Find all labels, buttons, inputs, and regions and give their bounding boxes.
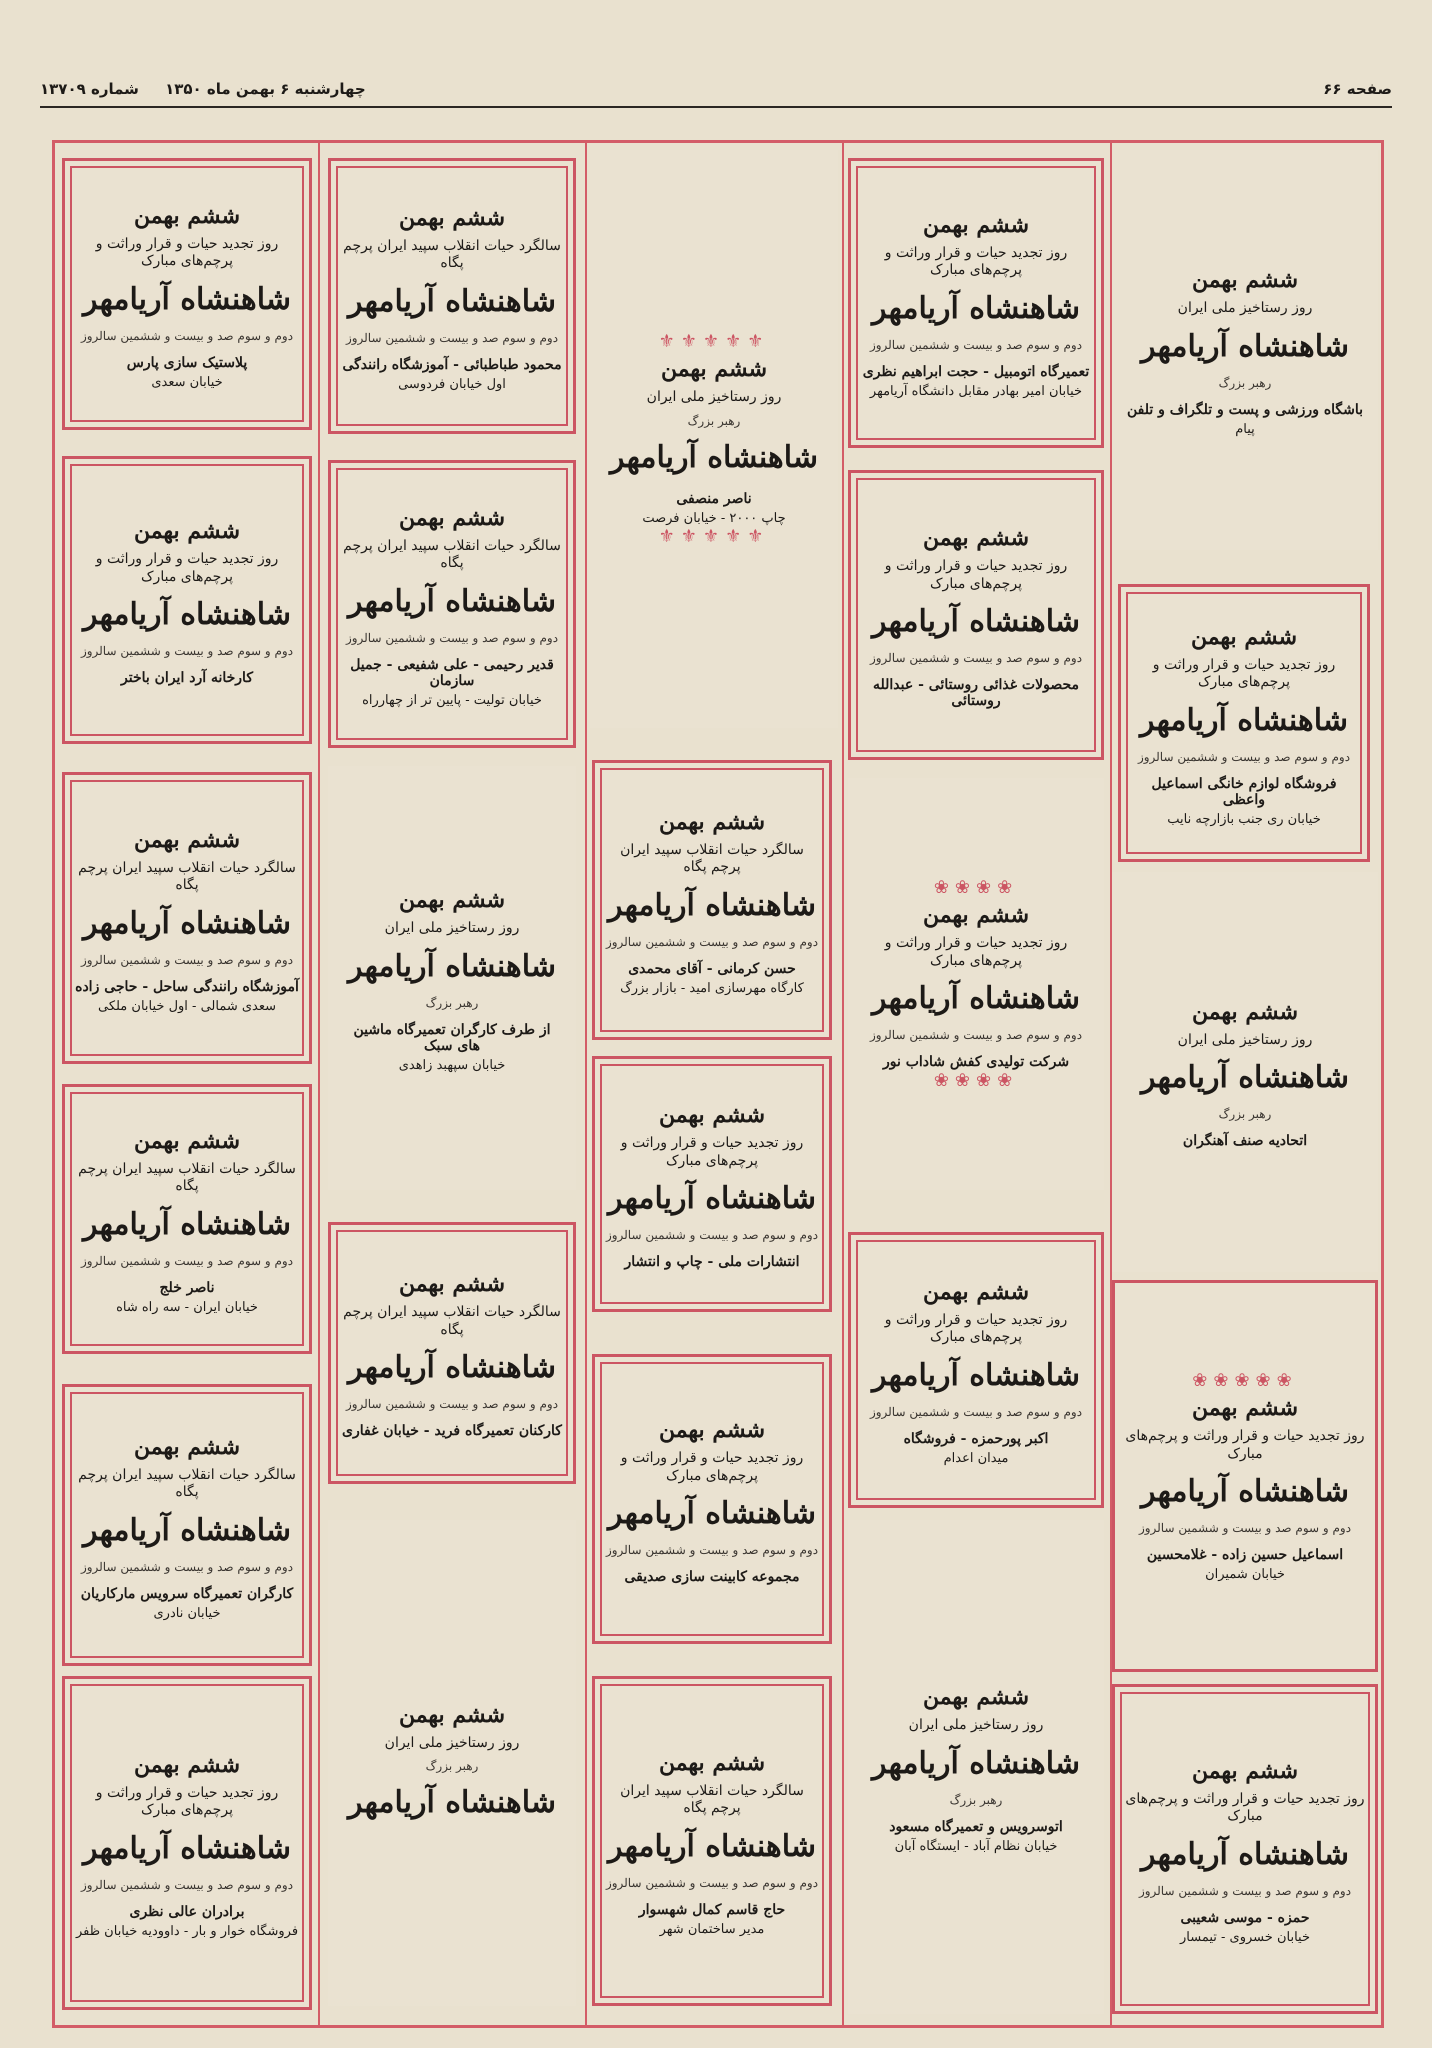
ad-sponsor: کارکنان تعمیرگاه فرید - خیابان غفاری [342,1423,562,1439]
ad-line: روز تجدید حیات و قرار وراثت و پرچم‌های مبارک [1125,1428,1365,1462]
ad-address: سعدی شمالی - اول خیابان ملکی [97,998,277,1014]
ad-title: ششم بهمن [922,902,1030,928]
ad-block [328,1222,576,1484]
ad-title: ششم بهمن [922,211,1030,238]
ornament-icon: ❀❀❀❀ [933,1070,1019,1091]
ad-address: مدیر ساختمان شهر [659,1921,765,1937]
ad-title: ششم بهمن [1191,1395,1299,1421]
ad-block [62,158,312,430]
ad-headline: شاهنشاه آریامهر [1141,1060,1349,1096]
ad-block [62,1676,312,2010]
ad-line: سالگرد حیات انقلاب سپید ایران پرچم پگاه [343,537,561,571]
ad-sponsor: کارخانه آرد ایران باختر [121,670,253,686]
page-header [40,72,1392,108]
ad-sponsor: اسماعیل حسین زاده - غلامحسین [1146,1547,1344,1563]
ad-title: ششم بهمن [658,1417,766,1443]
ad-block [62,772,312,1064]
ad-subline: دوم و سوم صد و بیست و ششمین سالروز [80,644,294,658]
column-divider [318,140,320,2028]
ad-subline: رهبر بزرگ [949,1792,1003,1807]
ad-title: ششم بهمن [922,525,1030,551]
ad-sponsor: اتوسرویس و تعمیرگاه مسعود [889,1818,1063,1835]
ad-subline: دوم و سوم صد و بیست و ششمین سالروز [605,1543,819,1557]
issue-number: شماره ۱۳۷۰۹ [40,80,139,98]
ad-subline: دوم و سوم صد و بیست و ششمین سالروز [345,630,559,645]
ad-headline: شاهنشاه آریامهر [872,604,1080,639]
ad-subline: رهبر بزرگ [1218,1107,1272,1122]
ad-line: روز تجدید حیات و قرار وراثت و پرچم‌های مبارک [884,558,1068,592]
ad-subline: رهبر بزرگ [1218,375,1272,390]
ad-block [62,456,312,744]
ad-block [62,1084,312,1354]
ad-headline: شاهنشاه آریامهر [872,981,1080,1016]
ad-line: روز رستاخیز ملی ایران [1177,300,1313,317]
ad-block [848,778,1104,1190]
ad-sponsor: تعمیرگاه اتومبیل - حجت ابراهیم نظری [862,363,1090,380]
ad-subline: دوم و سوم صد و بیست و ششمین سالروز [605,1228,819,1242]
ad-title: ششم بهمن [398,204,506,231]
ad-title: ششم بهمن [133,826,241,853]
ad-block [848,158,1104,448]
ad-headline: شاهنشاه آریامهر [610,439,818,475]
ad-headline: شاهنشاه آریامهر [348,1350,556,1385]
ad-sponsor: کارگران تعمیرگاه سرویس مارکاریان [80,1585,294,1602]
ad-block [1112,1684,1378,2014]
ad-title: ششم بهمن [398,1271,506,1297]
ad-sponsor: حاج قاسم کمال شهسوار [638,1901,786,1918]
ornament-icon: ⚜⚜⚜⚜⚜ [658,525,770,547]
ad-address: خیابان سعدی [151,374,223,390]
ad-address: خیابان تولیت - پایین تر از چهارراه [362,692,542,708]
ad-address: خیابان شمیران [1205,1567,1285,1582]
ad-block [592,760,832,1040]
ad-headline: شاهنشاه آریامهر [1141,328,1349,364]
ad-sponsor: اکبر پورحمزه - فروشگاه [903,1430,1049,1447]
ad-headline: شاهنشاه آریامهر [872,290,1080,326]
ad-block [1112,150,1378,550]
ad-subline: دوم و سوم صد و بیست و ششمین سالروز [1137,749,1351,764]
ad-line: سالگرد حیات انقلاب سپید ایران پرچم پگاه [343,237,561,271]
ad-address: خیابان نظام آباد - ایستگاه آبان [894,1838,1058,1854]
ad-address: اول خیابان فردوسی [398,376,506,392]
ad-sponsor: فروشگاه لوازم خانگی اسماعیل واعظی [1151,775,1337,808]
ad-line: روز تجدید حیات و قرار وراثت و پرچم‌های مبارک [1125,1790,1365,1824]
ad-sponsor: قدیر رحیمی - علی شفیعی - جمیل سازمان [350,656,554,689]
ad-block [848,470,1104,760]
page-number: صفحه ۶۶ [1323,80,1392,98]
ad-line: روز تجدید حیات و قرار وراثت و پرچم‌های مبارک [620,1450,804,1484]
ad-subline: دوم و سوم صد و بیست و ششمین سالروز [1138,1883,1352,1898]
ad-sponsor: محصولات غذائی روستائی - عبدالله روستائی [872,677,1080,709]
ad-sponsor: انتشارات ملی - چاپ و انتشار [624,1254,800,1270]
ad-headline: شاهنشاه آریامهر [348,1785,556,1821]
ad-block [328,1520,576,2006]
ad-subline: دوم و سوم صد و بیست و ششمین سالروز [869,1404,1083,1419]
ad-address: چاپ ۲۰۰۰ - خیابان فرصت [642,510,786,526]
ad-block [62,1384,312,1666]
ad-headline: شاهنشاه آریامهر [872,1745,1080,1781]
ad-title: ششم بهمن [922,1278,1030,1305]
ad-title: ششم بهمن [658,1102,766,1128]
ad-headline: شاهنشاه آریامهر [83,1512,291,1548]
ad-address: میدان اعدام [943,1450,1009,1466]
ad-sponsor: برادران عالی نظری [129,1903,245,1920]
ad-line: روز تجدید حیات و قرار وراثت و پرچم‌های مبارک [620,1135,804,1169]
ad-line: سالگرد حیات انقلاب سپید ایران پرچم پگاه [620,841,804,875]
ad-sponsor: محمود طباطبائی - آموزشگاه رانندگی [342,356,562,373]
ad-headline: شاهنشاه آریامهر [1140,702,1348,738]
ad-line: سالگرد حیات انقلاب سپید ایران پرچم پگاه [78,1160,296,1194]
ornament-icon: ❀❀❀❀ [933,877,1019,898]
ad-sponsor: حمزه - موسی شعیبی [1180,1909,1310,1926]
ad-address: خیابان ایران - سه راه شاه [116,1299,258,1315]
ad-title: ششم بهمن [398,504,506,531]
ad-headline: شاهنشاه آریامهر [608,1181,816,1216]
ad-subline: دوم و سوم صد و بیست و ششمین سالروز [345,1397,559,1411]
ad-block [590,150,838,728]
ad-sponsor: ناصر خلج [159,1279,215,1296]
ad-address: فروشگاه خوار و بار - داوودیه خیابان ظفر [75,1923,299,1939]
ad-title: ششم بهمن [1190,623,1298,650]
ad-headline: شاهنشاه آریامهر [348,948,556,984]
ad-title: ششم بهمن [1191,1757,1299,1784]
ad-headline: شاهنشاه آریامهر [1141,1474,1349,1509]
issue-date: چهارشنبه ۶ بهمن ماه ۱۳۵۰ [165,80,366,98]
ad-headline: شاهنشاه آریامهر [83,1830,291,1866]
ad-subline: رهبر بزرگ [425,1759,479,1774]
ad-line: روز تجدید حیات و قرار وراثت و پرچم‌های مبارک [95,551,279,585]
ad-block [592,1354,832,1644]
ad-title: ششم بهمن [398,887,506,914]
ad-line: روز رستاخیز ملی ایران [908,1717,1044,1734]
ad-line: سالگرد حیات انقلاب سپید ایران پرچم پگاه [78,1466,296,1500]
column-divider [585,140,587,2028]
ad-line: روز رستاخیز ملی ایران [384,920,520,937]
ad-subline: دوم و سوم صد و بیست و ششمین سالروز [605,1875,819,1890]
ad-sponsor: اتحادیه صنف آهنگران [1182,1133,1308,1150]
ad-headline: شاهنشاه آریامهر [608,1496,816,1531]
ad-block [1112,1280,1378,1672]
ad-line: روز تجدید حیات و قرار وراثت و پرچم‌های مبارک [884,244,1068,278]
ad-headline: شاهنشاه آریامهر [1141,1836,1349,1872]
ad-title: ششم بهمن [1191,267,1299,294]
ad-address: خیابان خسروی - تیمسار [1180,1929,1310,1945]
ad-address: خیابان نادری [153,1605,221,1621]
ad-block [592,1056,832,1312]
ad-title: ششم بهمن [658,808,766,835]
ad-headline: شاهنشاه آریامهر [608,887,816,923]
ad-subline: رهبر بزرگ [425,995,479,1010]
ad-sponsor: باشگاه ورزشی و پست و تلگراف و تلفن [1126,401,1364,418]
ad-block [328,158,576,434]
ad-title: ششم بهمن [1191,998,1299,1025]
ad-title: ششم بهمن [133,518,241,544]
ad-subline: دوم و سوم صد و بیست و ششمین سالروز [869,651,1083,665]
ad-title: ششم بهمن [922,1684,1030,1711]
ad-title: ششم بهمن [133,1751,241,1778]
ornament-icon: ❀❀❀❀❀ [1192,1370,1298,1391]
ad-headline: شاهنشاه آریامهر [872,1357,1080,1393]
ad-headline: شاهنشاه آریامهر [83,597,291,632]
ad-line: روز تجدید حیات و قرار وراثت و پرچم‌های مبارک [95,1784,279,1818]
ad-line: روز رستاخیز ملی ایران [646,389,782,406]
ad-sponsor: مجموعه کابینت سازی صدیقی [624,1569,800,1585]
ad-sponsor: حسن کرمانی - آقای محمدی [628,960,796,977]
ad-subline: دوم و سوم صد و بیست و ششمین سالروز [869,1028,1083,1042]
ad-subline: رهبر بزرگ [687,413,741,428]
ad-subline: دوم و سوم صد و بیست و ششمین سالروز [345,330,559,345]
ad-sponsor: پلاستیک سازی پارس [126,354,248,371]
ad-subline: دوم و سوم صد و بیست و ششمین سالروز [1138,1521,1352,1535]
ad-block [592,1676,832,2006]
ad-sponsor: شرکت تولیدی کفش شاداب نور [882,1054,1070,1070]
ad-subline: دوم و سوم صد و بیست و ششمین سالروز [869,337,1083,352]
ad-headline: شاهنشاه آریامهر [348,283,556,319]
ad-subline: دوم و سوم صد و بیست و ششمین سالروز [80,952,294,967]
ad-subline: دوم و سوم صد و بیست و ششمین سالروز [80,328,294,343]
ad-title: ششم بهمن [133,202,241,229]
ad-block [328,460,576,748]
ad-block [1118,584,1370,862]
ad-line: روز تجدید حیات و قرار وراثت و پرچم‌های مبارک [884,935,1068,969]
issue-info [40,80,366,98]
ad-sponsor: از طرف کارگران تعمیرگاه ماشین های سبک [353,1021,551,1054]
ad-line: سالگرد حیات انقلاب سپید ایران پرچم پگاه [78,859,296,893]
ad-title: ششم بهمن [658,1749,766,1776]
ad-subline: دوم و سوم صد و بیست و ششمین سالروز [80,1559,294,1574]
ad-address: پیام [1235,421,1255,437]
ad-block [328,766,576,1190]
ad-line: روز تجدید حیات و قرار وراثت و پرچم‌های مبارک [95,235,279,269]
ad-headline: شاهنشاه آریامهر [348,583,556,619]
ad-block [848,1232,1104,1508]
ad-title: ششم بهمن [133,1433,241,1460]
column-divider [842,140,844,2028]
ad-headline: شاهنشاه آریامهر [83,281,291,317]
ad-headline: شاهنشاه آریامهر [83,1206,291,1242]
ad-title: ششم بهمن [398,1701,506,1728]
ad-title: ششم بهمن [133,1127,241,1154]
ad-block [848,1520,1104,2014]
ad-address: خیابان امیر بهادر مقابل دانشگاه آریامهر [869,383,1083,399]
ornament-icon: ⚜⚜⚜⚜⚜ [658,331,770,353]
ad-subline: دوم و سوم صد و بیست و ششمین سالروز [605,934,819,949]
ad-address: کارگاه مهرسازی امید - بازار بزرگ [620,980,804,996]
ad-sponsor: آموزشگاه رانندگی ساحل - حاجی زاده [75,978,299,995]
ad-address: خیابان ری جنب بازارچه نایب [1167,811,1321,827]
ad-line: روز تجدید حیات و قرار وراثت و پرچم‌های مبارک [884,1311,1068,1345]
ad-subline: دوم و سوم صد و بیست و ششمین سالروز [80,1253,294,1268]
ad-line: روز رستاخیز ملی ایران [1177,1031,1313,1048]
ad-address: خیابان سپهبد زاهدی [398,1057,506,1073]
ad-headline: شاهنشاه آریامهر [83,905,291,941]
ad-line: سالگرد حیات انقلاب سپید ایران پرچم پگاه [620,1782,804,1816]
ad-block [1112,872,1378,1272]
ad-line: روز رستاخیز ملی ایران [384,1734,520,1751]
ad-line: سالگرد حیات انقلاب سپید ایران پرچم پگاه [343,1304,561,1338]
ad-sponsor: ناصر منصفی [676,490,752,507]
ad-line: روز تجدید حیات و قرار وراثت و پرچم‌های مبارک [1152,656,1336,690]
ad-subline: دوم و سوم صد و بیست و ششمین سالروز [80,1877,294,1892]
ad-title: ششم بهمن [660,356,768,383]
ad-headline: شاهنشاه آریامهر [608,1828,816,1864]
